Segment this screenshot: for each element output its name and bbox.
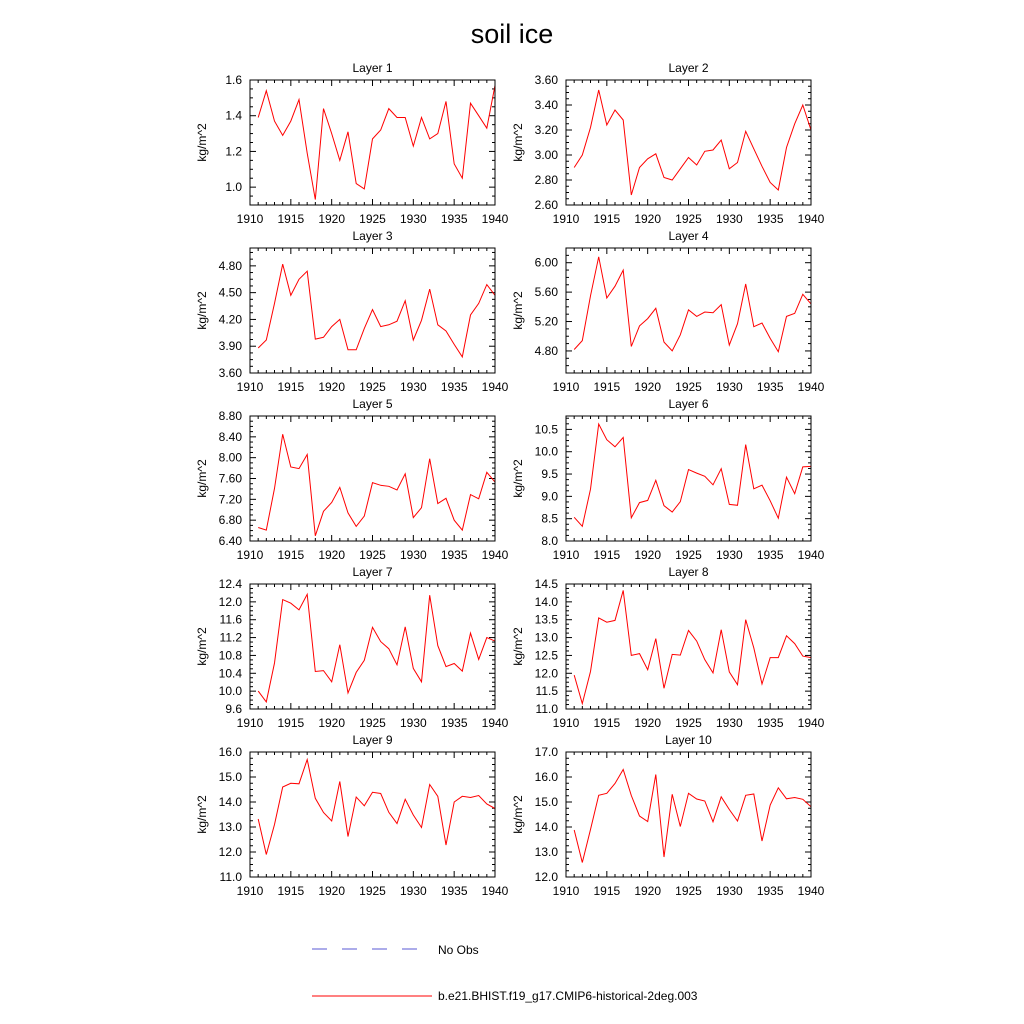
plot-frame [250,80,495,205]
y-tick-label: 15.0 [534,795,558,809]
legend [312,943,698,1003]
x-tick-label: 1935 [756,884,784,898]
y-tick-label: 1.6 [225,73,242,87]
chart-panel-2 [511,61,825,226]
x-tick-label: 1935 [440,548,468,562]
x-tick-label: 1930 [715,212,743,226]
y-tick-label: 5.60 [534,285,558,300]
y-tick-label: 12.0 [218,594,242,609]
x-tick-label: 1935 [440,716,468,730]
x-tick-label: 1930 [399,380,427,394]
x-tick-label: 1935 [756,548,784,562]
x-tick-label: 1910 [552,716,580,730]
y-tick-label: 12.0 [534,870,558,884]
series-line [258,434,495,536]
panel-title: Layer 3 [352,229,393,243]
x-tick-label: 1915 [277,380,305,394]
plot-frame [250,416,495,541]
x-tick-label: 1910 [236,548,264,562]
x-tick-label: 1930 [399,716,427,730]
x-tick-label: 1935 [756,380,784,394]
series-line [574,257,811,352]
chart-panel-10 [511,733,825,898]
x-tick-label: 1930 [715,884,743,898]
plot-frame [566,416,811,541]
x-tick-label: 1925 [675,212,702,226]
x-tick-label: 1915 [593,548,621,562]
chart-panel-1 [195,61,509,226]
legend-model-label: b.e21.BHIST.f19_g17.CMIP6-historical-2deg.003 [438,989,698,1003]
x-tick-label: 1910 [236,884,264,898]
x-tick-label: 1925 [675,716,702,730]
x-tick-label: 1940 [797,548,825,562]
y-tick-label: 7.60 [218,471,242,486]
chart-panel-8 [511,565,825,730]
x-tick-label: 1920 [318,884,346,898]
series-line [574,424,811,526]
y-tick-label: 3.20 [534,123,558,137]
x-tick-label: 1935 [440,380,468,394]
series-line [574,770,811,863]
y-tick-label: 2.80 [534,173,558,187]
y-tick-label: 12.0 [534,666,558,681]
chart-panel-4 [511,229,825,394]
panel-grid [195,61,825,898]
y-tick-label: 1.0 [225,180,242,195]
y-tick-label: 9.0 [541,489,558,504]
y-tick-label: 6.80 [218,513,242,528]
chart-panel-3 [195,229,509,394]
x-tick-label: 1930 [399,884,427,898]
x-tick-label: 1940 [481,884,509,898]
x-tick-label: 1915 [593,716,621,730]
x-tick-label: 1910 [552,380,580,394]
x-tick-label: 1940 [797,716,825,730]
panel-title: Layer 6 [668,397,709,411]
y-tick-label: 14.0 [534,820,558,834]
panel-title: Layer 5 [352,397,393,411]
y-tick-label: 8.80 [218,409,242,423]
chart-panel-5 [195,397,509,562]
x-tick-label: 1920 [318,212,346,226]
panel-title: Layer 4 [668,229,709,243]
y-tick-label: 1.2 [225,144,242,159]
y-tick-label: 12.4 [218,577,242,591]
y-tick-label: 15.0 [218,770,242,784]
y-tick-label: 3.40 [534,98,558,112]
y-axis-label: kg/m^2 [195,123,209,162]
x-tick-label: 1940 [481,212,509,226]
y-tick-label: 13.0 [218,820,242,834]
x-tick-label: 1940 [481,548,509,562]
chart-panel-7 [195,565,509,730]
y-tick-label: 6.00 [534,255,558,270]
y-tick-label: 12.5 [534,648,558,663]
panel-title: Layer 9 [352,733,393,747]
plot-frame [566,752,811,877]
x-tick-label: 1940 [797,212,825,226]
x-tick-label: 1915 [593,884,621,898]
panel-title: Layer 2 [668,61,709,75]
y-tick-label: 4.80 [534,343,558,358]
x-tick-label: 1910 [552,548,580,562]
y-axis-label: kg/m^2 [511,291,525,330]
x-tick-label: 1925 [359,548,386,562]
legend-obs-label: No Obs [438,943,479,957]
y-tick-label: 10.5 [534,422,558,437]
panel-title: Layer 7 [352,565,393,579]
y-tick-label: 3.60 [534,73,558,87]
x-tick-label: 1925 [675,380,702,394]
y-tick-label: 8.40 [218,429,242,444]
x-tick-label: 1925 [359,716,386,730]
x-tick-label: 1915 [277,548,305,562]
y-tick-label: 11.0 [219,870,242,884]
y-tick-label: 1.4 [225,108,242,123]
y-tick-label: 12.0 [218,845,242,859]
chart-panel-9 [195,733,509,898]
y-tick-label: 13.0 [534,630,558,645]
y-axis-label: kg/m^2 [195,795,209,834]
panel-title: Layer 1 [352,61,393,75]
x-tick-label: 1925 [359,212,386,226]
y-tick-label: 8.5 [541,511,558,526]
y-axis-label: kg/m^2 [511,627,525,666]
x-tick-label: 1925 [675,548,702,562]
x-tick-label: 1910 [236,716,264,730]
x-tick-label: 1940 [797,380,825,394]
y-tick-label: 10.0 [218,684,242,699]
panel-title: Layer 10 [665,733,712,747]
x-tick-label: 1910 [552,884,580,898]
chart-panel-6 [511,397,825,562]
series-line [258,85,495,199]
x-tick-label: 1915 [277,716,305,730]
series-line [258,264,495,357]
y-tick-label: 3.90 [218,339,242,354]
y-tick-label: 5.20 [534,314,558,329]
y-tick-label: 8.0 [541,534,558,548]
x-tick-label: 1935 [756,212,784,226]
x-tick-label: 1940 [481,716,509,730]
y-tick-label: 10.8 [218,648,242,663]
x-tick-label: 1935 [440,884,468,898]
x-tick-label: 1920 [634,548,662,562]
y-tick-label: 7.20 [218,492,242,507]
figure-title: soil ice [470,19,554,49]
y-axis-label: kg/m^2 [511,123,525,162]
x-tick-label: 1925 [359,884,386,898]
y-tick-label: 14.5 [534,577,558,591]
y-tick-label: 6.40 [218,534,242,548]
y-axis-label: kg/m^2 [195,627,209,666]
y-axis-label: kg/m^2 [511,459,525,498]
x-tick-label: 1920 [634,884,662,898]
x-tick-label: 1920 [318,716,346,730]
x-tick-label: 1910 [236,212,264,226]
x-tick-label: 1915 [593,380,621,394]
x-tick-label: 1940 [481,380,509,394]
x-tick-label: 1930 [715,380,743,394]
x-tick-label: 1925 [675,884,702,898]
series-line [258,760,495,855]
x-tick-label: 1935 [756,716,784,730]
y-tick-label: 9.6 [225,702,242,716]
y-tick-label: 17.0 [534,745,558,759]
series-line [574,90,811,195]
x-tick-label: 1915 [593,212,621,226]
y-tick-label: 4.50 [218,285,242,300]
plot-frame [250,752,495,877]
y-tick-label: 13.5 [534,612,558,627]
y-tick-label: 3.00 [534,148,558,162]
y-tick-label: 16.0 [534,770,558,784]
panel-title: Layer 8 [668,565,709,579]
y-tick-label: 10.0 [534,444,558,459]
y-axis-label: kg/m^2 [195,291,209,330]
x-tick-label: 1920 [318,380,346,394]
series-line [574,590,811,703]
y-tick-label: 2.60 [534,198,558,212]
y-tick-label: 16.0 [218,745,242,759]
x-tick-label: 1910 [552,212,580,226]
x-tick-label: 1920 [634,380,662,394]
y-tick-label: 14.0 [534,594,558,609]
y-tick-label: 4.80 [218,258,242,273]
x-tick-label: 1930 [715,716,743,730]
x-tick-label: 1930 [399,212,427,226]
x-tick-label: 1920 [634,212,662,226]
y-tick-label: 3.60 [218,366,242,380]
y-tick-label: 8.00 [218,450,242,465]
x-tick-label: 1920 [634,716,662,730]
x-tick-label: 1930 [399,548,427,562]
x-tick-label: 1920 [318,548,346,562]
x-tick-label: 1935 [440,212,468,226]
x-tick-label: 1915 [277,884,305,898]
y-tick-label: 10.4 [218,666,242,681]
y-tick-label: 9.5 [541,467,558,482]
y-tick-label: 11.5 [535,684,558,699]
x-tick-label: 1925 [359,380,386,394]
plot-frame [250,584,495,709]
y-tick-label: 11.6 [219,612,242,627]
y-tick-label: 13.0 [534,845,558,859]
y-axis-label: kg/m^2 [511,795,525,834]
y-tick-label: 4.20 [218,312,242,327]
series-line [258,594,495,702]
y-tick-label: 11.2 [219,630,242,645]
x-tick-label: 1915 [277,212,305,226]
y-axis-label: kg/m^2 [195,459,209,498]
x-tick-label: 1940 [797,884,825,898]
plot-frame [566,584,811,709]
y-tick-label: 14.0 [218,795,242,809]
x-tick-label: 1910 [236,380,264,394]
y-tick-label: 11.0 [535,702,558,716]
x-tick-label: 1930 [715,548,743,562]
